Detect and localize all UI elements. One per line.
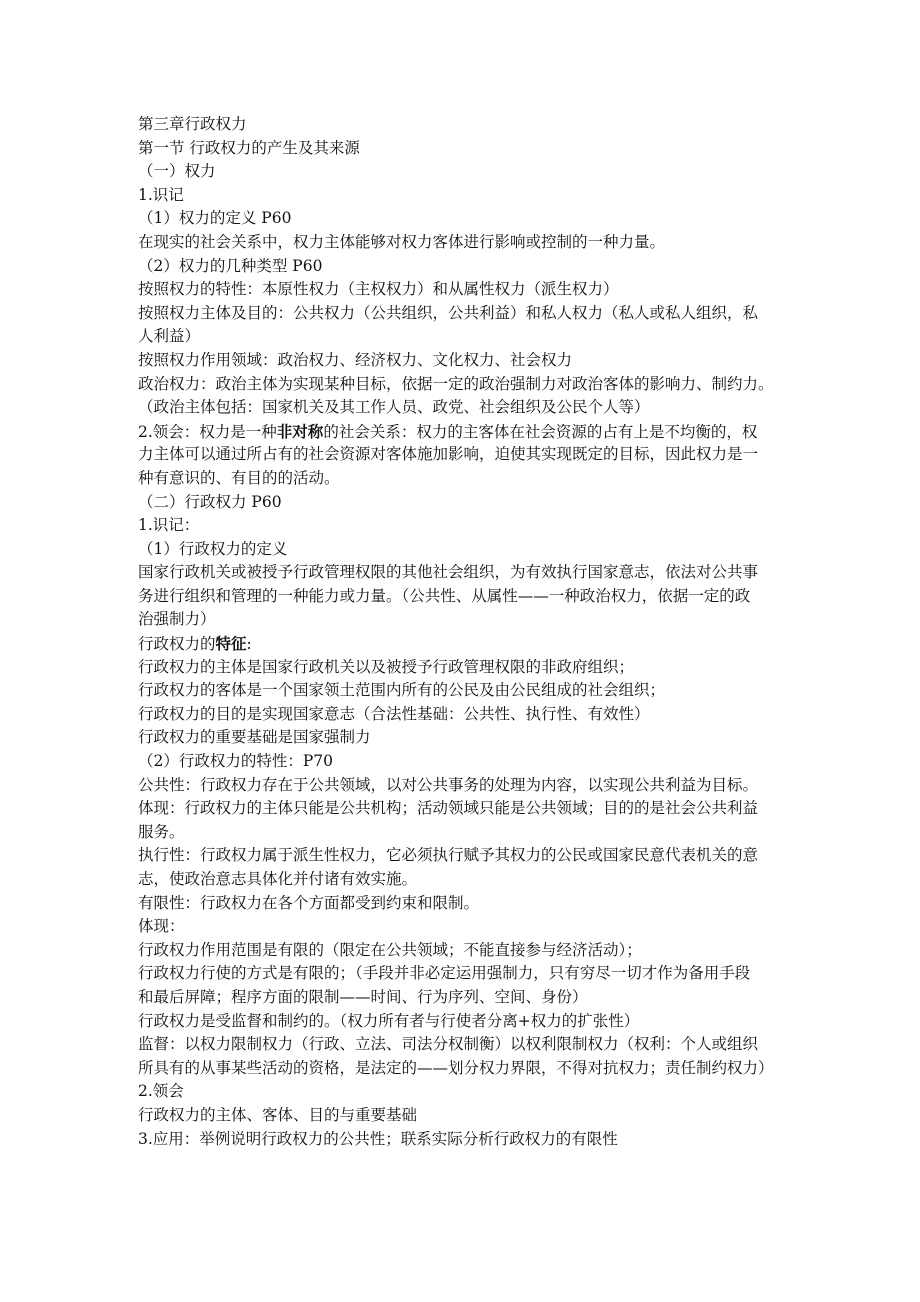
text-line: 和最后屏障；程序方面的限制——时间、行为序列、空间、身份）	[138, 987, 588, 1006]
text-line: 所具有的从事某些活动的资格，是法定的——划分权力界限，不得对抗权力；责任制约权力）	[138, 1058, 774, 1077]
item-heading: （2）行政权力的特性：P70	[138, 752, 334, 771]
text-line: 治强制力）	[138, 610, 216, 629]
text-line: 种有意识的、有目的的活动。	[138, 468, 340, 487]
text-line: 服务。	[138, 822, 185, 841]
text-line: 志，使政治意志具体化并付诸有效实施。	[138, 870, 418, 888]
text-line: 行政权力作用范围是有限的（限定在公共领域；不能直接参与经济活动）；	[138, 940, 642, 959]
bold-term: 非对称	[276, 421, 324, 441]
text-run: 的社会关系：权力的主客体在社会资源的占有上是不均衡的，权	[323, 422, 758, 441]
bold-term: 特征	[215, 634, 247, 654]
subsection-heading: （一）权力	[138, 162, 216, 181]
item-heading: 3.应用：举例说明行政权力的公共性；联系实际分析行政权力的有限性	[138, 1129, 618, 1148]
text-line: 国家行政机关或被授予行政管理权限的其他社会组织，为有效执行国家意志，依法对公共事	[138, 563, 759, 582]
text-run: :	[246, 635, 252, 654]
item-heading: （1）权力的定义 P60	[138, 209, 292, 228]
chapter-title: 第三章行政权力	[138, 115, 247, 133]
text-line: 行政权力的客体是一个国家领土范围内所有的公民及由公民组成的社会组织；	[138, 681, 666, 700]
text-line: 行政权力的主体、客体、目的与重要基础	[138, 1105, 418, 1124]
text-line: 体现：行政权力的主体只能是公共机构；活动领域只能是公共领域；目的的是社会公共利益	[138, 799, 759, 818]
text-line: 有限性：行政权力在各个方面都受到约束和限制。	[138, 893, 480, 912]
text-line: 体现：	[138, 917, 185, 936]
text-line: 行政权力的重要基础是国家强制力	[138, 728, 371, 747]
item-heading: 1.识记	[138, 185, 184, 204]
text-line: 务进行组织和管理的一种能力或力量。（公共性、从属性——一种政治权力，依据一定的政	[138, 586, 751, 605]
text-line: 行政权力的主体是国家行政机关以及被授予行政管理权限的非政府组织；	[138, 657, 635, 676]
text-line	[138, 420, 790, 444]
text-line: 监督：以权力限制权力（行政、立法、司法分权制衡）以权利限制权力（权利：个人或组织	[138, 1035, 759, 1054]
text-line: 行政权力的目的是实现国家意志（合法性基础：公共性、执行性、有效性）	[138, 704, 650, 723]
text-line: 力主体可以通过所占有的社会资源对客体施加影响，迫使其实现既定的目标，因此权力是一	[138, 445, 759, 464]
text-line: 按照权力主体及目的：公共权力（公共组织，公共利益）和私人权力（私人或私人组织，私	[138, 303, 759, 322]
text-run: 行政权力的	[138, 635, 216, 654]
text-line: 公共性：行政权力存在于公共领域，以对公共事务的处理为内容，以实现公共利益为目标。	[138, 775, 759, 794]
text-line: 执行性：行政权力属于派生性权力，它必须执行赋予其权力的公民或国家民意代表机关的意	[138, 846, 759, 865]
item-heading: 1.识记：	[138, 516, 200, 535]
text-line: 在现实的社会关系中，权力主体能够对权力客体进行影响或控制的一种力量。	[138, 232, 666, 251]
item-heading: 2.领会	[138, 1082, 184, 1101]
text-line: 行政权力是受监督和制约的。（权力所有者与行使者分离+权力的扩张性）	[138, 1011, 640, 1030]
text-line: 人利益）	[138, 327, 201, 346]
section-title: 第一节 行政权力的产生及其来源	[138, 138, 360, 157]
item-heading: （2）权力的几种类型 P60	[138, 256, 323, 275]
text-line: 行政权力行使的方式是有限的；（手段并非必定运用强制力，只有穷尽一切才作为备用手段	[138, 964, 751, 983]
text-line: 政治权力：政治主体为实现某种目标，依据一定的政治强制力对政治客体的影响力、制约力。	[138, 374, 774, 393]
document-body	[138, 113, 790, 1151]
text-line	[138, 632, 790, 656]
text-line: 按照权力作用领域：政治权力、经济权力、文化权力、社会权力	[138, 350, 573, 369]
text-line: 按照权力的特性：本原性权力（主权权力）和从属性权力（派生权力）	[138, 280, 619, 299]
item-heading: （1）行政权力的定义	[138, 539, 288, 558]
text-run: 2.领会：权力是一种	[138, 422, 277, 441]
text-line: （政治主体包括：国家机关及其工作人员、政党、社会组织及公民个人等）	[138, 398, 650, 417]
subsection-heading: （二）行政权力 P60	[138, 492, 282, 511]
